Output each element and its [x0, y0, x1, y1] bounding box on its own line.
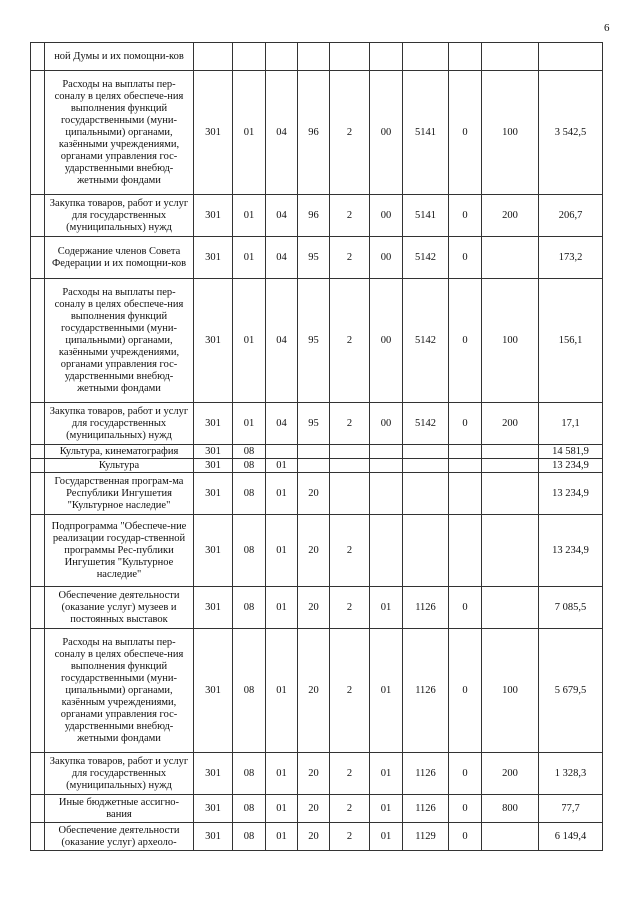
subprogram-code-cell: 2	[330, 587, 370, 629]
expense-name-cell: Расходы на выплаты пер-соналу в целях обеспече-ния выполнения функций государственными (муни-ципальными) органами, казённым учреждениями, органами управления гос-ударственными внебюд-жетными фондами	[45, 629, 194, 753]
direction-code-cell: 1129	[403, 823, 449, 851]
direction-sub-code-cell: 0	[449, 403, 482, 445]
direction-sub-code-cell	[449, 445, 482, 459]
expense-name-cell: Закупка товаров, работ и услуг для государственных (муниципальных) нужд	[45, 753, 194, 795]
subprogram-code-cell	[330, 459, 370, 473]
section-code-cell	[233, 43, 266, 71]
event-code-cell: 01	[370, 823, 403, 851]
section-code-cell: 08	[233, 587, 266, 629]
expense-name-cell: Расходы на выплаты пер-соналу в целях обеспече-ния выполнения функций государственными (муни-ципальными) органами, казёнными учреждениями, органами управления гос-ударственными внебюд-жетными фондами	[45, 279, 194, 403]
subsection-code-cell: 04	[266, 237, 298, 279]
event-code-cell: 00	[370, 279, 403, 403]
subprogram-code-cell: 2	[330, 279, 370, 403]
row-margin-cell	[31, 823, 45, 851]
admin-code-cell: 301	[194, 445, 233, 459]
direction-code-cell	[403, 445, 449, 459]
direction-sub-code-cell: 0	[449, 195, 482, 237]
admin-code-cell: 301	[194, 459, 233, 473]
table-row	[31, 71, 603, 195]
subsection-code-cell: 04	[266, 403, 298, 445]
section-code-cell: 08	[233, 753, 266, 795]
event-code-cell: 01	[370, 753, 403, 795]
program-code-cell: 20	[298, 795, 330, 823]
direction-sub-code-cell: 0	[449, 823, 482, 851]
direction-code-cell	[403, 459, 449, 473]
admin-code-cell: 301	[194, 195, 233, 237]
expense-name-cell: Государственная програм-ма Республики Ингушетия "Культурное наследие"	[45, 473, 194, 515]
subprogram-code-cell: 2	[330, 515, 370, 587]
subprogram-code-cell: 2	[330, 795, 370, 823]
subprogram-code-cell: 2	[330, 237, 370, 279]
program-code-cell: 20	[298, 587, 330, 629]
row-margin-cell	[31, 587, 45, 629]
amount-cell	[539, 43, 603, 71]
admin-code-cell: 301	[194, 515, 233, 587]
row-margin-cell	[31, 279, 45, 403]
direction-code-cell: 5142	[403, 403, 449, 445]
event-code-cell: 01	[370, 629, 403, 753]
amount-cell: 6 149,4	[539, 823, 603, 851]
expense-name-cell: ной Думы и их помощни-ков	[45, 43, 194, 71]
subsection-code-cell: 04	[266, 195, 298, 237]
admin-code-cell: 301	[194, 279, 233, 403]
direction-sub-code-cell: 0	[449, 71, 482, 195]
program-code-cell	[298, 459, 330, 473]
program-code-cell: 95	[298, 237, 330, 279]
direction-code-cell: 1126	[403, 753, 449, 795]
section-code-cell: 08	[233, 629, 266, 753]
subprogram-code-cell: 2	[330, 629, 370, 753]
direction-code-cell: 5142	[403, 279, 449, 403]
direction-code-cell: 5141	[403, 195, 449, 237]
amount-cell: 156,1	[539, 279, 603, 403]
expense-name-cell: Культура, кинематография	[45, 445, 194, 459]
subprogram-code-cell: 2	[330, 71, 370, 195]
subsection-code-cell: 01	[266, 823, 298, 851]
expense-name-cell: Подпрограмма "Обеспече-ние реализации государ-ственной программы Рес-публики Ингушетия "Культурное наследие"	[45, 515, 194, 587]
row-margin-cell	[31, 445, 45, 459]
amount-cell: 77,7	[539, 795, 603, 823]
row-margin-cell	[31, 753, 45, 795]
subprogram-code-cell: 2	[330, 823, 370, 851]
event-code-cell: 00	[370, 195, 403, 237]
event-code-cell: 00	[370, 237, 403, 279]
table-row	[31, 823, 603, 851]
admin-code-cell: 301	[194, 403, 233, 445]
program-code-cell: 20	[298, 473, 330, 515]
subprogram-code-cell: 2	[330, 753, 370, 795]
subsection-code-cell: 04	[266, 279, 298, 403]
event-code-cell: 01	[370, 587, 403, 629]
expense-type-code-cell	[482, 445, 539, 459]
row-margin-cell	[31, 459, 45, 473]
program-code-cell: 20	[298, 515, 330, 587]
budget-table	[30, 42, 603, 851]
subsection-code-cell: 01	[266, 515, 298, 587]
row-margin-cell	[31, 71, 45, 195]
section-code-cell: 08	[233, 515, 266, 587]
subsection-code-cell: 01	[266, 587, 298, 629]
subprogram-code-cell: 2	[330, 195, 370, 237]
admin-code-cell: 301	[194, 823, 233, 851]
admin-code-cell: 301	[194, 71, 233, 195]
subsection-code-cell: 01	[266, 473, 298, 515]
expense-type-code-cell: 100	[482, 279, 539, 403]
admin-code-cell: 301	[194, 473, 233, 515]
table-row	[31, 473, 603, 515]
amount-cell: 5 679,5	[539, 629, 603, 753]
subsection-code-cell: 01	[266, 459, 298, 473]
program-code-cell: 96	[298, 71, 330, 195]
section-code-cell: 01	[233, 71, 266, 195]
amount-cell: 13 234,9	[539, 515, 603, 587]
expense-type-code-cell	[482, 459, 539, 473]
row-margin-cell	[31, 795, 45, 823]
admin-code-cell: 301	[194, 753, 233, 795]
expense-type-code-cell: 800	[482, 795, 539, 823]
direction-sub-code-cell: 0	[449, 279, 482, 403]
expense-name-cell: Обеспечение деятельности (оказание услуг) музеев и постоянных выставок	[45, 587, 194, 629]
program-code-cell: 95	[298, 279, 330, 403]
event-code-cell: 01	[370, 795, 403, 823]
section-code-cell: 08	[233, 795, 266, 823]
direction-sub-code-cell: 0	[449, 629, 482, 753]
expense-type-code-cell	[482, 823, 539, 851]
direction-sub-code-cell	[449, 459, 482, 473]
page-number: 6	[604, 22, 610, 34]
subsection-code-cell: 04	[266, 71, 298, 195]
admin-code-cell: 301	[194, 237, 233, 279]
subprogram-code-cell: 2	[330, 403, 370, 445]
table-row	[31, 43, 603, 71]
expense-name-cell: Закупка товаров, работ и услуг для государственных (муниципальных) нужд	[45, 403, 194, 445]
program-code-cell: 96	[298, 195, 330, 237]
row-margin-cell	[31, 473, 45, 515]
direction-sub-code-cell	[449, 515, 482, 587]
amount-cell: 14 581,9	[539, 445, 603, 459]
section-code-cell: 08	[233, 459, 266, 473]
expense-name-cell: Закупка товаров, работ и услуг для государственных (муниципальных) нужд	[45, 195, 194, 237]
direction-sub-code-cell	[449, 473, 482, 515]
subsection-code-cell	[266, 43, 298, 71]
section-code-cell: 01	[233, 403, 266, 445]
amount-cell: 3 542,5	[539, 71, 603, 195]
direction-sub-code-cell: 0	[449, 587, 482, 629]
amount-cell: 1 328,3	[539, 753, 603, 795]
program-code-cell: 20	[298, 823, 330, 851]
direction-sub-code-cell	[449, 43, 482, 71]
section-code-cell: 08	[233, 473, 266, 515]
row-margin-cell	[31, 629, 45, 753]
direction-code-cell	[403, 43, 449, 71]
expense-type-code-cell	[482, 237, 539, 279]
expense-type-code-cell	[482, 587, 539, 629]
row-margin-cell	[31, 515, 45, 587]
subsection-code-cell: 01	[266, 795, 298, 823]
table-row	[31, 195, 603, 237]
direction-code-cell	[403, 515, 449, 587]
expense-type-code-cell: 100	[482, 629, 539, 753]
direction-code-cell: 5142	[403, 237, 449, 279]
table-row	[31, 237, 603, 279]
expense-type-code-cell	[482, 473, 539, 515]
table-row	[31, 445, 603, 459]
expense-name-cell: Содержание членов Совета Федерации и их помощни-ков	[45, 237, 194, 279]
subsection-code-cell: 01	[266, 753, 298, 795]
row-margin-cell	[31, 237, 45, 279]
expense-type-code-cell: 100	[482, 71, 539, 195]
amount-cell: 13 234,9	[539, 459, 603, 473]
program-code-cell: 20	[298, 753, 330, 795]
row-margin-cell	[31, 403, 45, 445]
program-code-cell: 20	[298, 629, 330, 753]
program-code-cell	[298, 43, 330, 71]
table-row	[31, 459, 603, 473]
subprogram-code-cell	[330, 43, 370, 71]
direction-sub-code-cell: 0	[449, 237, 482, 279]
direction-code-cell: 1126	[403, 587, 449, 629]
event-code-cell: 00	[370, 71, 403, 195]
expense-name-cell: Обеспечение деятельности (оказание услуг) археоло-	[45, 823, 194, 851]
expense-type-code-cell	[482, 515, 539, 587]
program-code-cell: 95	[298, 403, 330, 445]
table-row	[31, 279, 603, 403]
subsection-code-cell	[266, 445, 298, 459]
row-margin-cell	[31, 195, 45, 237]
admin-code-cell: 301	[194, 587, 233, 629]
section-code-cell: 08	[233, 823, 266, 851]
expense-type-code-cell: 200	[482, 195, 539, 237]
admin-code-cell: 301	[194, 629, 233, 753]
admin-code-cell	[194, 43, 233, 71]
event-code-cell	[370, 445, 403, 459]
amount-cell: 17,1	[539, 403, 603, 445]
event-code-cell	[370, 473, 403, 515]
direction-code-cell: 1126	[403, 795, 449, 823]
expense-type-code-cell: 200	[482, 403, 539, 445]
admin-code-cell: 301	[194, 795, 233, 823]
expense-type-code-cell: 200	[482, 753, 539, 795]
event-code-cell	[370, 515, 403, 587]
section-code-cell: 08	[233, 445, 266, 459]
section-code-cell: 01	[233, 195, 266, 237]
table-row	[31, 403, 603, 445]
subprogram-code-cell	[330, 445, 370, 459]
event-code-cell	[370, 459, 403, 473]
amount-cell: 173,2	[539, 237, 603, 279]
amount-cell: 7 085,5	[539, 587, 603, 629]
direction-sub-code-cell: 0	[449, 753, 482, 795]
event-code-cell	[370, 43, 403, 71]
subprogram-code-cell	[330, 473, 370, 515]
expense-name-cell: Расходы на выплаты пер-соналу в целях обеспече-ния выполнения функций государственными (муни-ципальными) органами, казёнными учреждениями, органами управления гос-ударственными внебюд-жетными фондами	[45, 71, 194, 195]
subsection-code-cell: 01	[266, 629, 298, 753]
row-margin-cell	[31, 43, 45, 71]
table-row	[31, 629, 603, 753]
table-row	[31, 753, 603, 795]
direction-code-cell: 1126	[403, 629, 449, 753]
table-row	[31, 795, 603, 823]
direction-code-cell	[403, 473, 449, 515]
amount-cell: 13 234,9	[539, 473, 603, 515]
expense-name-cell: Иные бюджетные ассигно-вания	[45, 795, 194, 823]
direction-code-cell: 5141	[403, 71, 449, 195]
table-row	[31, 515, 603, 587]
event-code-cell: 00	[370, 403, 403, 445]
section-code-cell: 01	[233, 279, 266, 403]
direction-sub-code-cell: 0	[449, 795, 482, 823]
amount-cell: 206,7	[539, 195, 603, 237]
table-row	[31, 587, 603, 629]
section-code-cell: 01	[233, 237, 266, 279]
expense-name-cell: Культура	[45, 459, 194, 473]
program-code-cell	[298, 445, 330, 459]
expense-type-code-cell	[482, 43, 539, 71]
